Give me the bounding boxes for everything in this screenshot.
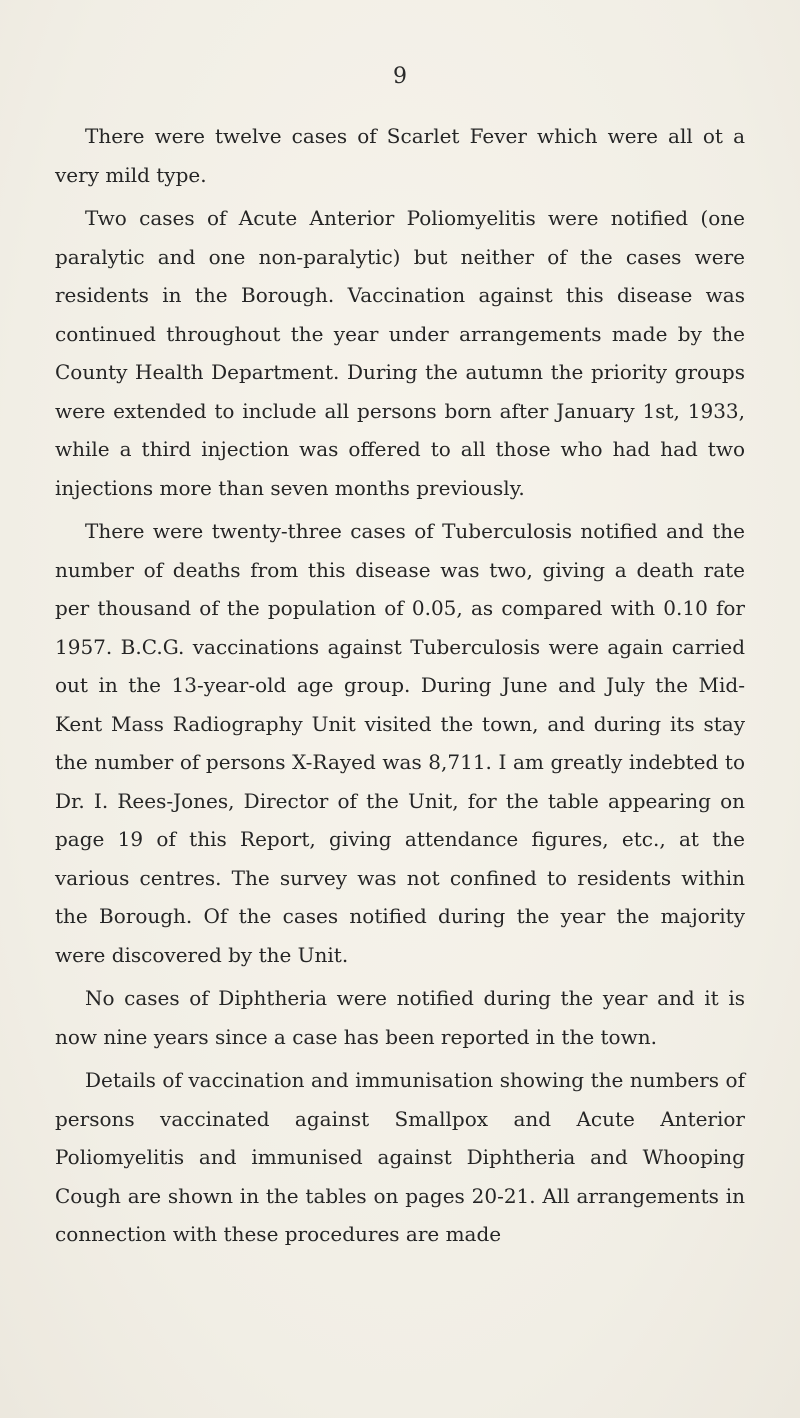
- paragraph-scarlet-fever: There were twelve cases of Scarlet Fever which were all ot a very mild type.: [55, 124, 745, 187]
- paragraph-vaccination-details: Details of vaccination and immunisation showing the numbers of persons vaccinated against Smallpox and Acute Anterior Poliomyelitis and immunised against Diphtheria and Whooping Cough are shown in the tables on pages 20-21. All arrangements in connection with these procedures are made: [55, 1068, 745, 1246]
- page-number: 9: [393, 64, 407, 89]
- paragraph-tuberculosis: There were twenty-three cases of Tuberculosis notified and the number of deaths from this disease was two, giving a death rate per thousand of the population of 0.05, as compared with 0.10 for 1957. B.C.G. vaccinations against Tuberculosis were again carried out in the 13-year-old age group. During June and July the Mid-Kent Mass Radiography Unit visited the town, and during its stay the number of persons X-Rayed was 8,711. I am greatly indebted to Dr. I. Rees-Jones, Director of the Unit, for the table appearing on page 19 of this Report, giving attendance figures, etc., at the various centres. The survey was not confined to residents within the Borough. Of the cases notified during the year the majority were discovered by the Unit.: [55, 519, 745, 967]
- paragraph-diphtheria: No cases of Diphtheria were notified during the year and it is now nine years since a case has been reported in the town.: [55, 986, 745, 1049]
- paragraph-poliomyelitis: Two cases of Acute Anterior Poliomyelitis were notified (one paralytic and one non-paralytic) but neither of the cases were residents in the Borough. Vaccination against this disease was continued throughout the year under arrangements made by the County Health Department. During the autumn the priority groups were extended to include all persons born after January 1st, 1933, while a third injection was offered to all those who had had two injections more than seven months previously.: [55, 206, 745, 500]
- body-text: [55, 117, 745, 1259]
